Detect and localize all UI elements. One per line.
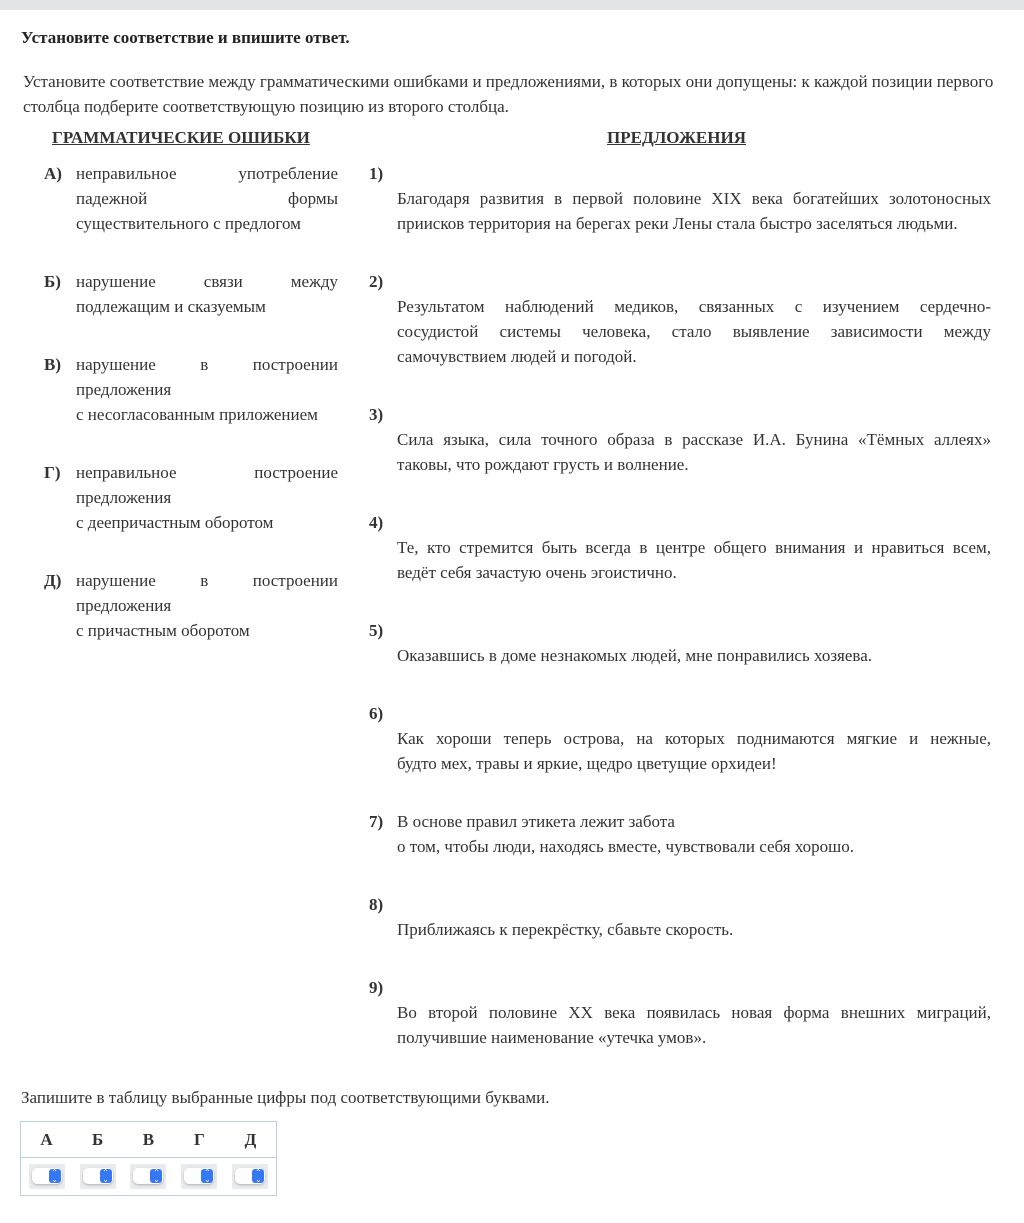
error-item-g: [44, 460, 338, 535]
answer-select-b[interactable]: [83, 1168, 113, 1184]
error-text-line: неправильное употребление: [76, 164, 338, 183]
answer-cell-a: [21, 1158, 73, 1196]
error-text-line: предложения: [76, 488, 172, 507]
sentence-number: 4): [369, 513, 384, 532]
error-label: А): [44, 164, 62, 183]
answer-header-g: Г: [174, 1122, 225, 1158]
answer-select-b-wrapper: [80, 1164, 116, 1189]
answer-table: [20, 1121, 277, 1196]
sentence-number: 6): [369, 704, 384, 723]
sentence-text-line: Сила языка, сила точного образа в рассказе И.А. Бунина «Тёмных аллеях»: [397, 430, 991, 449]
error-text-line: неправильное построение: [76, 463, 338, 482]
sentence-item-9: [369, 975, 991, 1050]
answer-cell-d: [225, 1158, 277, 1196]
answer-cell-b: [72, 1158, 123, 1196]
answer-header-a: А: [21, 1122, 73, 1158]
sentence-text-line: Результатом наблюдений медиков, связанных с изучением сердечно-: [397, 297, 991, 316]
top-bar: [0, 0, 1024, 10]
up-down-chevron-icon: ⌃ ⌄: [49, 1169, 61, 1183]
answer-select-a[interactable]: [32, 1168, 62, 1184]
errors-column-header: ГРАММАТИЧЕСКИЕ ОШИБКИ: [52, 128, 310, 147]
sentence-number: 1): [369, 164, 384, 183]
sentence-text-line: получившие наименование «утечка умов».: [397, 1028, 707, 1047]
sentence-item-1: [369, 161, 991, 236]
error-text-line: с деепричастным оборотом: [76, 513, 274, 532]
answer-select-v[interactable]: [133, 1168, 163, 1184]
sentence-text-line: В основе правил этикета лежит забота: [397, 812, 675, 831]
task-title: Установите соответствие и впишите ответ.: [21, 28, 350, 47]
answer-select-a-wrapper: [29, 1164, 65, 1189]
up-down-chevron-icon: ⌃ ⌄: [201, 1169, 213, 1183]
sentence-text-line: ведёт себя зачастую очень эгоистично.: [397, 563, 677, 582]
answer-cell-v: [123, 1158, 174, 1196]
sentence-text-line: Благодаря развития в первой половине XIX века богатейших золотоносных: [397, 189, 991, 208]
answer-caption: Запишите в таблицу выбранные цифры под соответствующими буквами.: [21, 1088, 550, 1107]
sentence-text-line: о том, чтобы люди, находясь вместе, чувствовали себя хорошо.: [397, 837, 855, 856]
sentence-text-line: будто мех, травы и яркие, щедро цветущие орхидеи!: [397, 754, 777, 773]
answer-header-v: В: [123, 1122, 174, 1158]
sentence-number: 2): [369, 272, 384, 291]
up-down-chevron-icon: ⌃ ⌄: [100, 1169, 112, 1183]
sentence-number: 9): [369, 978, 384, 997]
error-text-line: предложения: [76, 596, 172, 615]
answer-select-v-wrapper: [130, 1164, 166, 1189]
sentence-number: 8): [369, 895, 384, 914]
error-text-line: нарушение в построении: [76, 571, 338, 590]
sentence-item-7: [369, 809, 991, 859]
error-item-a: [44, 161, 338, 236]
sentence-number: 7): [369, 812, 384, 831]
answer-cell-g: [174, 1158, 225, 1196]
sentence-text-line: Оказавшись в доме незнакомых людей, мне понравились хозяева.: [397, 646, 873, 665]
sentence-text-line: приисков территория на берегах реки Лены стала быстро заселяться людьми.: [397, 214, 958, 233]
answer-select-d[interactable]: [235, 1168, 265, 1184]
error-text-line: нарушение в построении: [76, 355, 338, 374]
answer-header-b: Б: [72, 1122, 123, 1158]
sentence-item-6: [369, 701, 991, 776]
error-label: Г): [44, 463, 61, 482]
sentence-text-line: сосудистой системы человека, стало выявление зависимости между: [397, 322, 991, 341]
sentence-item-3: [369, 402, 991, 477]
error-label: Б): [44, 272, 61, 291]
error-item-b: [44, 269, 338, 319]
sentence-number: 5): [369, 621, 384, 640]
sentence-text-line: Приближаясь к перекрёстку, сбавьте скорость.: [397, 920, 734, 939]
error-item-d: [44, 568, 338, 643]
answer-select-g[interactable]: [184, 1168, 214, 1184]
sentence-item-5: [369, 618, 991, 668]
task-description: Установите соответствие между грамматическими ошибками и предложениями, в которых они допущены: к каждой позиции первого столбца подберите соответствующую позицию из второго столбца.: [23, 72, 994, 116]
error-text-line: предложения: [76, 380, 172, 399]
error-item-v: [44, 352, 338, 427]
answer-header-d: Д: [225, 1122, 277, 1158]
error-text-line: нарушение связи между: [76, 272, 338, 291]
answer-select-d-wrapper: [232, 1164, 268, 1189]
sentence-text-line: самочувствием людей и погодой.: [397, 347, 637, 366]
sentence-text-line: Как хороши теперь острова, на которых поднимаются мягкие и нежные,: [397, 729, 991, 748]
error-label: Д): [44, 571, 62, 590]
error-label: В): [44, 355, 61, 374]
sentence-text-line: Во второй половине XX века появилась новая форма внешних миграций,: [397, 1003, 991, 1022]
error-text-line: падежной формы: [76, 189, 338, 208]
error-text-line: существительного с предлогом: [76, 214, 301, 233]
error-text-line: с причастным оборотом: [76, 621, 250, 640]
sentences-column-header: ПРЕДЛОЖЕНИЯ: [607, 128, 746, 147]
error-text-line: с несогласованным приложением: [76, 405, 318, 424]
sentence-item-2: [369, 269, 991, 369]
sentence-number: 3): [369, 405, 384, 424]
error-text-line: подлежащим и сказуемым: [76, 297, 266, 316]
sentence-item-4: [369, 510, 991, 585]
sentence-text-line: таковы, что рождают грусть и волнение.: [397, 455, 689, 474]
answer-select-g-wrapper: [181, 1164, 217, 1189]
sentence-item-8: [369, 892, 991, 942]
up-down-chevron-icon: ⌃ ⌄: [150, 1169, 162, 1183]
up-down-chevron-icon: ⌃ ⌄: [252, 1169, 264, 1183]
sentence-text-line: Те, кто стремится быть всегда в центре общего внимания и нравиться всем,: [397, 538, 991, 557]
